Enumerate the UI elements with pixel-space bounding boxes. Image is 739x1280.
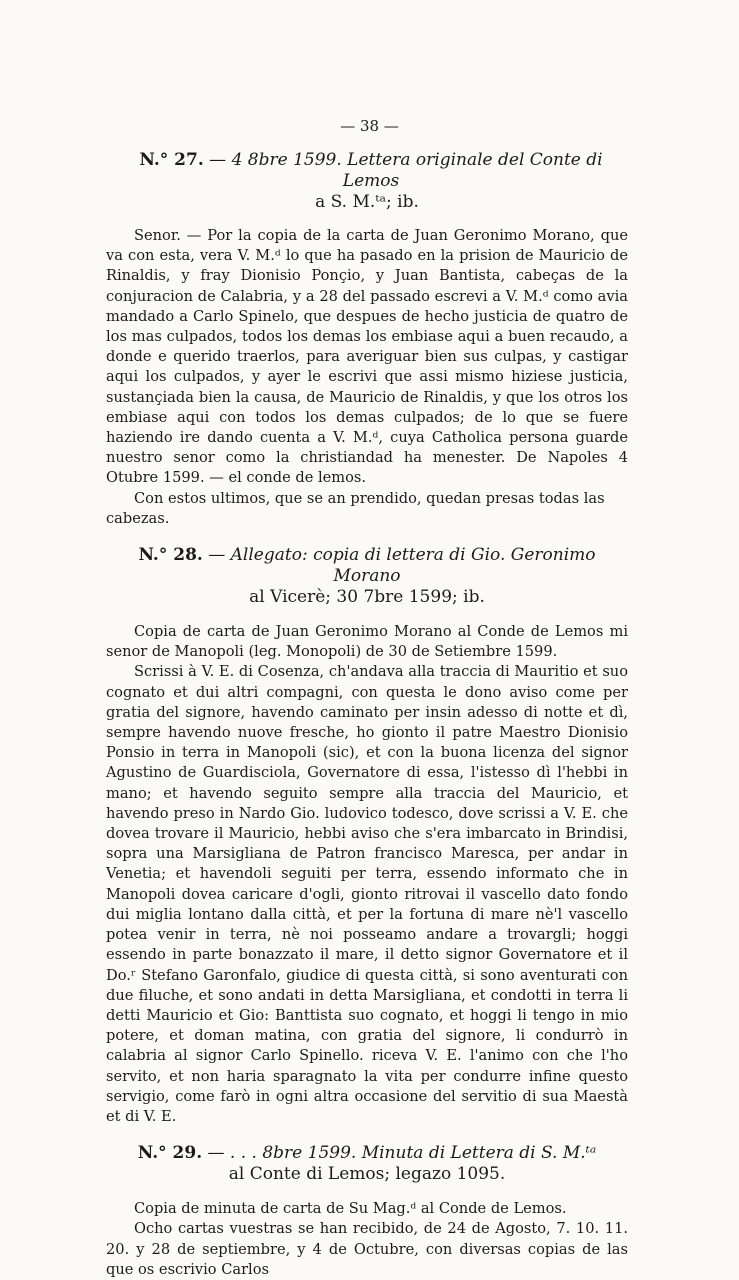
paragraph: Ocho cartas vuestras se han recibido, de 24 de Agosto, 7. 10. 11. 20. y 28 de septiembre, y 4 de Octubre, con diversas copias de las que os escrivio Carlos [106,1220,628,1278]
entry-number: N.° 29. [137,1143,203,1164]
paragraph: Scrissi à V. E. di Cosenza, ch'andava alla traccia di Mauritio et suo cognato et dui altri compagni, con questa le dono aviso come per gratia del signore, havendo caminato per insin adesso di notte et dì, sempre havendo nuove fresche, ho gionto il patre Maestro Dionisio Ponsio in terra in Manopoli (sic), et con la buona licenza del signor Agustino de Guardisciola, Governatore di essa, l'istesso dì l'hebbi in mano; et havendo seguito sempre alla traccia del Mauricio, et havendo preso in Nardo Gio. ludovico todesco, dove scrissi a V. E. che dovea trovare il Mauricio, hebbi aviso che s'era imbarcato in Brindisi, sopra una Marsigliana de Patron francisco Maresca, per andar in Venetia; et havendoli seguiti per terra, essendo informato che in Manopoli dovea caricare d'ogli, gionto ritrovai il vascello dato fondo dui miglia lontano dalla città, et per la fortuna di mare nè'l vascello potea venir in terra, nè noi posseamo andare a trovargli; hoggi essendo in parte bonazzato il mare, il detto signor Governatore et il Do.ʳ Stefano Garonfalo, giudice di questa città, si sono aventurati con due filuche, et sono andati in detta Marsigliana, et condotti in terra li detti Mauricio et Gio: Banttista suo cognato, et hoggi li tengo in mio potere, et doman matina, con gratia del signore, li condurrò in calabria al signor Carlo Spinello. riceva V. E. l'animo con che l'ho servito, et non haria sparagnato la vita per condurre infine questo servigio, come farò in ogni altra occasione del servitio di sua Maestà et di V. E. [106,663,628,1125]
paragraph: Senor. — Por la copia de la carta de Juan Geronimo Morano, que va con esta, vera V. M.ᵈ lo que ha pasado en la prision de Mauricio de Rinaldis, y fray Dionisio Ponçio, y Juan Bantista, cabeças de la conjuracion de Calabria, y a 28 del passado escrevi a V. M.ᵈ como avia mandado a Carlo Spinelo, que despues de hecho justicia de quatro de los mas culpados, todos los demas los embiase aqui a buen recaudo, a donde e querido traerlos, para averiguar bien sus culpas, y castigar aqui los culpados, y ayer le escrivi que assi mismo hiziese justicia, sustançiada bien la causa, de Mauricio de Rinaldis, y que los otros los embiase aqui con todos los demas culpados; de lo que se fuere haziendo ire dando cuenta a V. M.ᵈ, cuya Catholica persona guarde nuestro senor como la christiandad ha menester. De Napoles 4 Otubre 1599. — el conde de lemos. [106,227,628,487]
page-number: — 38 — [340,117,399,135]
entry-number: N.° 28. [138,545,203,566]
entry-heading-28 [106,545,628,587]
document-body [106,150,628,1280]
entry-title-line2: a S. M.ᵗᵃ; ib. [315,192,419,212]
entry-title-line2: al Vicerè; 30 7bre 1599; ib. [249,587,485,608]
paragraph: Copia de carta de Juan Geronimo Morano al Conde de Lemos mi senor de Manopoli (leg. Monopoli) de 30 de Setiembre 1599. [106,623,628,661]
entry-title-line2: al Conte di Lemos; legazo 1095. [228,1164,506,1185]
entry-number: N.° 27. [139,150,204,170]
entry-title: — Allegato: copia di lettera di Gio. Geronimo Morano [208,545,596,587]
paragraph: Con estos ultimos, que se an prendido, quedan presas todas las cabezas. [106,489,605,527]
paragraph: Copia de minuta de carta de Su Mag.ᵈ al Conde de Lemos. [134,1200,567,1218]
entry-title: — 4 8bre 1599. Lettera originale del Conte di Lemos [209,150,603,191]
entry-heading-27 [106,150,628,192]
entry-heading-29 [106,1143,628,1164]
entry-title: — . . . 8bre 1599. Minuta di Lettera di S. M.ᵗᵃ [207,1143,597,1164]
